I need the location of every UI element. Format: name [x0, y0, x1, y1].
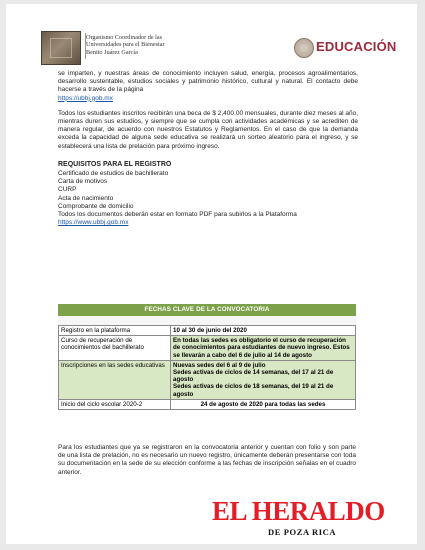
organization-logo: [41, 31, 81, 65]
document-body: [58, 70, 358, 227]
requirement-item: Comprobante de domicilio: [58, 202, 134, 210]
el-heraldo-subtitle: DE POZA RICA: [268, 527, 337, 537]
table-row: [59, 326, 356, 336]
row-value: 10 al 30 de junio del 2020: [171, 326, 356, 336]
row-value: En todas las sedes es obligatorio el curso de recuperación de conocimientos para estudiantes de nuevo ingreso. Estos se llevarán a cabo del 6 de julio al 14 de agosto: [171, 336, 356, 361]
table-row: [59, 360, 356, 399]
el-heraldo-logo: EL HERALDO: [212, 496, 385, 526]
paragraph-areas-text: se imparten, y nuestras áreas de conocimiento incluyen salud, energía, procesos agroalimentarios, desarrollo sustentable, estudios sociales y patrimonio histórico, cultural y natural. El contacto debe hacerse a través de la página: [58, 70, 358, 94]
row-label: Registro en la plataforma: [59, 326, 171, 336]
document-page: [6, 4, 417, 544]
education-title: EDUCACIÓN: [316, 39, 397, 54]
ubbj-link[interactable]: https://ubbj.gob.mx: [58, 94, 113, 102]
org-line-1: Organismo Coordinador de las: [86, 34, 163, 41]
requirement-item: CURP: [58, 186, 77, 194]
table-row: [59, 336, 356, 361]
organization-name: [86, 34, 236, 56]
requirement-item: Certificado de estudios de bachillerato: [58, 170, 169, 178]
document-header: [6, 4, 417, 74]
requirement-item: Carta de motivos: [58, 178, 108, 186]
row-value: 24 de agosto de 2020 para todas las sedes: [171, 399, 356, 409]
table-spacer: [58, 316, 356, 325]
key-dates-table: [58, 304, 356, 410]
row-label: Inscripciones en las sedes educativas: [59, 360, 171, 399]
requirements-list: [58, 170, 358, 219]
table-row: [59, 399, 356, 409]
requirement-item: Todos los documentos deberán estar en formato PDF para subirlos a la Plataforma: [58, 211, 297, 219]
org-line-3: Benito Juárez García: [86, 48, 138, 56]
ubbj-www-link[interactable]: https://www.ubbj.gob.mx: [58, 219, 129, 227]
paragraph-scholarship: Todos los estudiantes inscritos recibirán una beca de $ 2,400.00 mensuales, durante diez meses al año, mientras duren sus estudios, y siempre que se cumpla con actividades académicas y se acrediten de manera regular, de acuerdo con nuestros Estatutos y Reglamentos. En el caso de que la demanda exceda la capacidad de alguna sede educativa se realizará un sorteo aleatorio para el ingreso, y se establecerá una lista de prelación para próximo ingreso.: [58, 109, 358, 150]
row-value: Nuevas sedes del 6 al 9 de julio Sedes activas de ciclos de 14 semanas, del 17 al 21 de agosto Sedes activas de ciclos de 18 semanas, del 19 al 21 de agosto: [171, 360, 356, 399]
row-label: Inicio del ciclo escolar 2020-2: [59, 399, 171, 409]
paragraph-areas: [58, 70, 358, 103]
closing-paragraph: Para los estudiantes que ya se registraron en la convocatoria anterior y cuentan con folio y son parte de una lista de prelación, no es necesario un nuevo registro, únicamente deberán presentarse con toda su documentación en la sede de su elección conforme a las fechas de inscripción señalas en el cuadro anterior.: [58, 444, 356, 476]
requirements-heading: REQUISITOS PARA EL REGISTRO: [58, 160, 172, 168]
table-title: FECHAS CLAVE DE LA CONVOCATORIA: [58, 304, 356, 316]
government-seal-icon: [294, 38, 314, 58]
requirement-item: Acta de nacimiento: [58, 194, 114, 202]
dates-table: [58, 325, 356, 410]
row-label: Curso de recuperación de conocimientos del bachillerato: [59, 336, 171, 361]
org-line-2: Universidades para el Bienestar: [86, 41, 165, 49]
